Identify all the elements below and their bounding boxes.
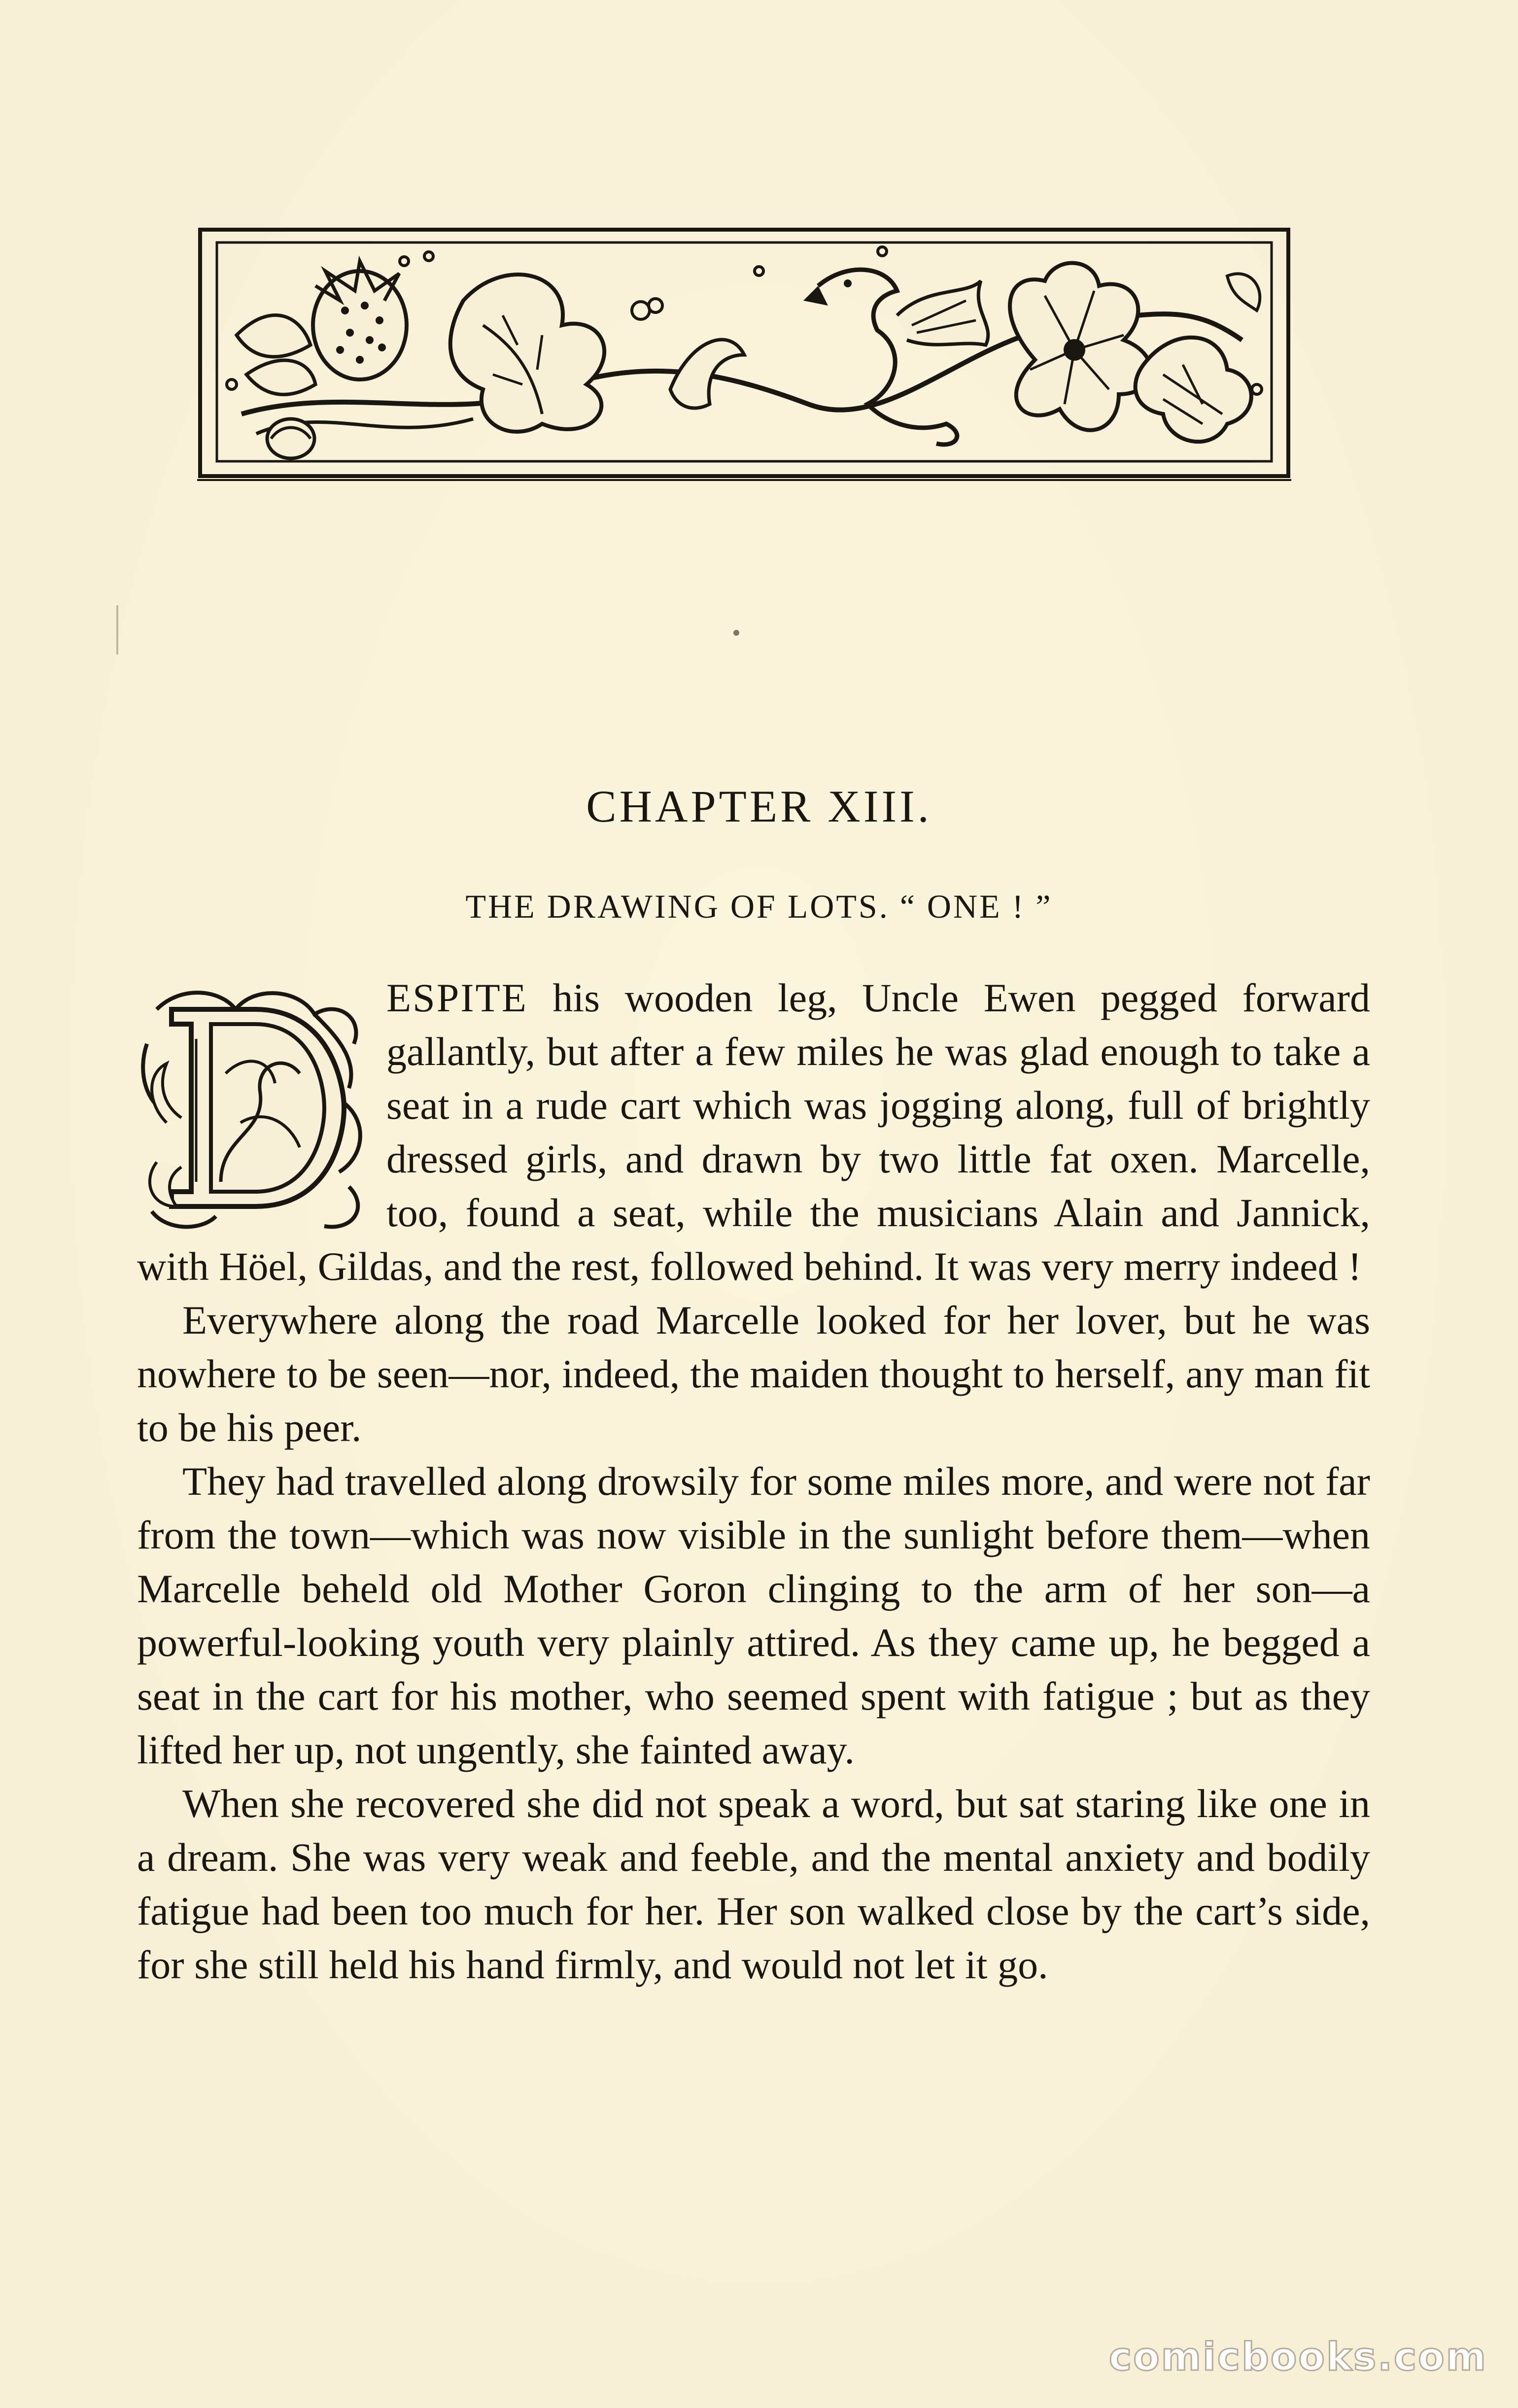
chapter-body: [137, 971, 1370, 1992]
paragraph-2: Everywhere along the road Marcelle looked for her lover, but he was nowhere to be seen—nor, indeed, the maiden thought to herself, any man fit to be his peer.: [137, 1298, 1370, 1450]
watermark: comicbooks.com: [1108, 2335, 1487, 2379]
dropcap-ornament: [137, 975, 370, 1238]
illuminated-dropcap-d: [137, 975, 370, 1238]
headpiece-illustration: [197, 227, 1291, 483]
margin-mark: [116, 605, 118, 654]
ornamental-headpiece: [197, 227, 1291, 483]
paragraph-3: They had travelled along drowsily for some miles more, and were not far from the town—which was now visible in the sunlight before them—when Marcelle beheld old Mother Goron clinging to the arm of her son—a powerful-looking youth very plainly attired. As they came up, he begged a seat in the cart for his mother, who seemed spent with fatigue ; but as they lifted her up, not ungently, she fainted away.: [137, 1459, 1370, 1772]
chapter-title: CHAPTER XIII.: [586, 781, 932, 831]
ink-speck: [733, 630, 739, 636]
chapter-subtitle: THE DRAWING OF LOTS. “ ONE ! ”: [465, 888, 1053, 925]
paragraph-4: When she recovered she did not speak a word, but sat staring like one in a dream. She was very weak and feeble, and the mental anxiety and bodily fatigue had been too much for her. Her son walked close by the cart’s side, for she still held his hand firmly, and would not let it go.: [137, 1781, 1370, 1987]
paragraph-1-lead-caps: ESPITE: [386, 975, 528, 1020]
paragraph-1-text: his wooden leg, Uncle Ewen pegged forward gallantly, but after a few miles he was glad enough to take a seat in a rude cart which was jogging along, full of brightly dressed girls, and drawn by two little fat oxen. Marcelle, too, found a seat, while the musicians Alain and Jannick, with Höel, Gildas, and the rest, followed behind. It was very merry indeed !: [137, 975, 1370, 1289]
paragraph-1: [137, 971, 1370, 1293]
